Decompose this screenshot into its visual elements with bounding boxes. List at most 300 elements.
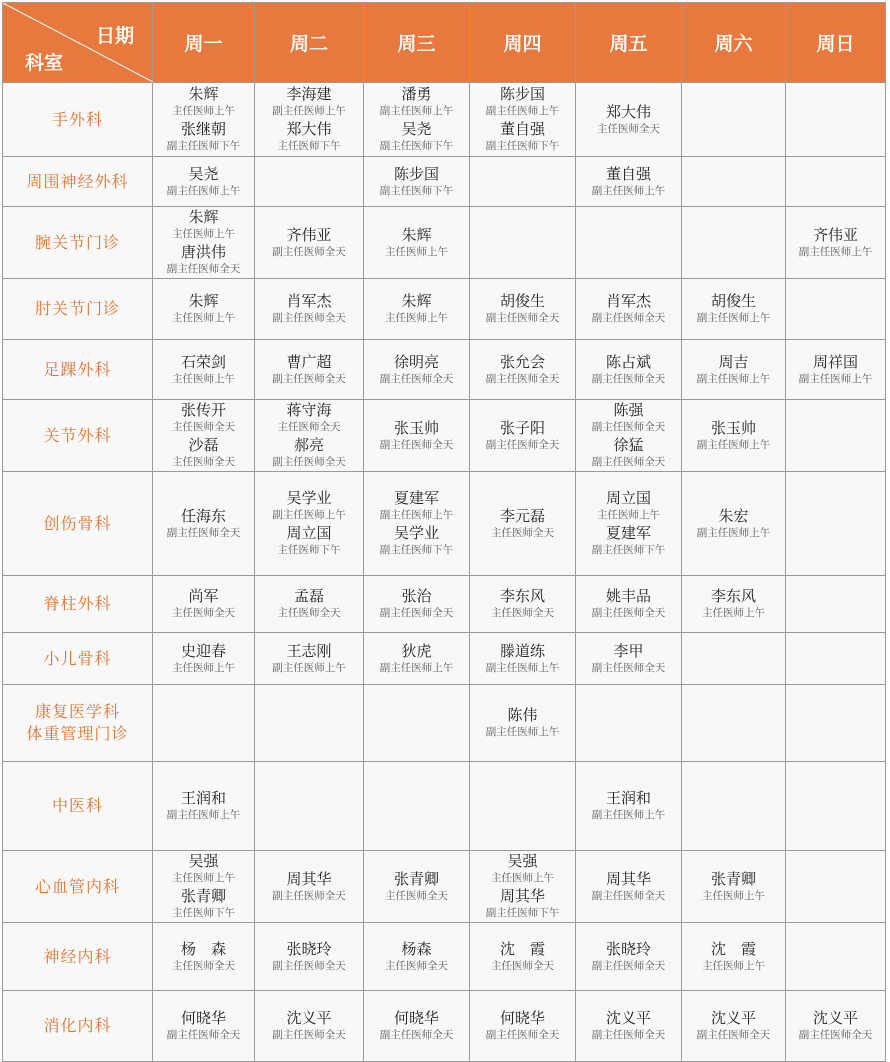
department-cell bbox=[3, 633, 153, 685]
doctor-title: 副主任医师上午 bbox=[696, 438, 771, 451]
doctor-entry bbox=[364, 642, 469, 676]
doctor-name: 曹广超 bbox=[286, 352, 332, 371]
schedule-cell bbox=[576, 991, 682, 1062]
doctor-title: 副主任医师上午 bbox=[696, 372, 771, 385]
doctor-name: 杨森 bbox=[401, 939, 432, 958]
doctor-entry bbox=[153, 507, 254, 541]
doctor-title: 副主任医师下午 bbox=[379, 184, 454, 197]
doctor-name: 夏建军 bbox=[393, 489, 439, 507]
schedule-cell bbox=[153, 762, 255, 851]
schedule-cell bbox=[153, 685, 255, 762]
doctor-title: 副主任医师下午 bbox=[379, 140, 454, 152]
department-cell bbox=[3, 685, 153, 762]
doctor-title: 副主任医师全天 bbox=[591, 312, 666, 324]
schedule-row bbox=[3, 685, 886, 762]
department-name: 神经内科 bbox=[43, 946, 112, 966]
schedule-cell bbox=[786, 576, 886, 633]
doctor-entry bbox=[153, 401, 254, 435]
schedule-row bbox=[3, 83, 886, 157]
doctor-title: 副主任医师下午 bbox=[591, 544, 666, 556]
doctor-entry bbox=[153, 1009, 254, 1043]
doctor-title: 主任医师全天 bbox=[385, 959, 448, 972]
doctor-title: 副主任医师全天 bbox=[591, 456, 666, 468]
doctor-title: 副主任医师全天 bbox=[591, 959, 666, 972]
schedule-cell bbox=[682, 207, 786, 279]
doctor-name: 李东风 bbox=[710, 587, 756, 605]
doctor-entry bbox=[364, 120, 469, 154]
schedule-cell bbox=[682, 851, 786, 923]
department-cell bbox=[3, 472, 153, 576]
department-cell bbox=[3, 400, 153, 472]
doctor-title: 副主任医师上午 bbox=[591, 184, 666, 197]
doctor-title: 副主任医师全天 bbox=[591, 372, 666, 385]
doctor-entry bbox=[470, 706, 575, 740]
schedule-cell bbox=[470, 472, 576, 576]
doctor-title: 主任医师全天 bbox=[491, 959, 554, 972]
schedule-cell bbox=[364, 400, 470, 472]
day-header-wed: 周三 bbox=[364, 3, 470, 83]
doctor-name: 何晓华 bbox=[499, 1009, 545, 1027]
doctor-entry bbox=[470, 852, 575, 886]
department-cell bbox=[3, 207, 153, 279]
doctor-entry bbox=[255, 85, 363, 119]
schedule-cell bbox=[255, 991, 364, 1062]
doctor-title: 主任医师上午 bbox=[385, 245, 448, 258]
doctor-entry bbox=[364, 165, 469, 199]
doctor-title: 副主任医师上午 bbox=[591, 809, 666, 821]
day-header-fri: 周五 bbox=[576, 3, 682, 83]
doctor-entry bbox=[682, 1009, 785, 1043]
doctor-name: 吴强 bbox=[507, 852, 538, 870]
schedule-cell bbox=[255, 633, 364, 685]
doctor-name: 吴尧 bbox=[188, 164, 219, 183]
doctor-name: 郑大伟 bbox=[286, 120, 332, 138]
doctor-entry bbox=[470, 292, 575, 326]
doctor-title: 主任医师全天 bbox=[172, 421, 235, 433]
doctor-entry bbox=[470, 642, 575, 676]
department-cell bbox=[3, 762, 153, 851]
doctor-title: 副主任医师上午 bbox=[485, 661, 560, 674]
doctor-name: 任海东 bbox=[180, 506, 226, 525]
schedule-cell bbox=[470, 685, 576, 762]
doctor-entry bbox=[153, 887, 254, 921]
doctor-entry bbox=[470, 507, 575, 541]
schedule-cell bbox=[786, 157, 886, 207]
doctor-entry bbox=[576, 292, 681, 326]
doctor-entry bbox=[576, 870, 681, 904]
day-header-mon: 周一 bbox=[153, 3, 255, 83]
doctor-name: 沈义平 bbox=[710, 1009, 756, 1027]
schedule-cell bbox=[470, 576, 576, 633]
doctor-title: 主任医师下午 bbox=[172, 907, 235, 919]
doctor-title: 副主任医师上午 bbox=[696, 312, 771, 324]
doctor-name: 郝亮 bbox=[293, 436, 324, 454]
doctor-title: 主任医师上午 bbox=[172, 312, 235, 324]
doctor-title: 副主任医师上午 bbox=[272, 661, 346, 674]
doctor-title: 副主任医师全天 bbox=[591, 421, 666, 433]
doctor-name: 周其华 bbox=[286, 869, 332, 888]
doctor-entry bbox=[576, 524, 681, 558]
schedule-cell bbox=[786, 340, 886, 400]
schedule-cell bbox=[786, 83, 886, 157]
schedule-cell bbox=[255, 83, 364, 157]
doctor-title: 副主任医师全天 bbox=[591, 889, 666, 902]
doctor-title: 副主任医师全天 bbox=[166, 1029, 241, 1041]
doctor-name: 郑大伟 bbox=[605, 102, 651, 121]
doctor-entry bbox=[576, 789, 681, 823]
doctor-name: 石荣剑 bbox=[180, 352, 226, 371]
doctor-entry bbox=[364, 489, 469, 523]
doctor-entry bbox=[470, 887, 575, 921]
doctor-title: 主任医师上午 bbox=[172, 105, 235, 117]
doctor-title: 主任医师上午 bbox=[172, 661, 235, 674]
doctor-name: 肖军杰 bbox=[286, 292, 332, 310]
schedule-cell bbox=[153, 633, 255, 685]
schedule-cell bbox=[153, 400, 255, 472]
doctor-name: 周其华 bbox=[605, 869, 651, 888]
doctor-name: 周立国 bbox=[605, 489, 651, 507]
doctor-name: 朱辉 bbox=[188, 208, 219, 226]
doctor-name: 徐明亮 bbox=[393, 352, 439, 371]
doctor-name: 杨 森 bbox=[180, 939, 226, 958]
doctor-name: 陈步国 bbox=[499, 85, 545, 103]
department-cell bbox=[3, 851, 153, 923]
schedule-cell bbox=[255, 576, 364, 633]
doctor-title: 副主任医师全天 bbox=[272, 372, 346, 385]
schedule-row bbox=[3, 400, 886, 472]
schedule-cell bbox=[576, 576, 682, 633]
doctor-name: 朱辉 bbox=[401, 292, 432, 310]
schedule-cell bbox=[364, 633, 470, 685]
doctor-name: 胡俊生 bbox=[710, 292, 756, 310]
schedule-cell bbox=[786, 851, 886, 923]
doctor-entry bbox=[682, 507, 785, 541]
doctor-entry bbox=[153, 353, 254, 387]
doctor-name: 张治 bbox=[401, 587, 432, 605]
schedule-cell bbox=[470, 207, 576, 279]
doctor-entry bbox=[470, 587, 575, 621]
schedule-cell bbox=[153, 83, 255, 157]
schedule-cell bbox=[255, 279, 364, 340]
schedule-cell bbox=[364, 207, 470, 279]
doctor-title: 主任医师下午 bbox=[277, 544, 341, 556]
doctor-name: 周立国 bbox=[286, 524, 332, 542]
doctor-title: 主任医师上午 bbox=[491, 872, 554, 884]
doctor-entry bbox=[153, 852, 254, 886]
doctor-name: 张晓玲 bbox=[286, 939, 332, 958]
doctor-name: 齐伟亚 bbox=[812, 225, 858, 244]
doctor-name: 潘勇 bbox=[401, 85, 432, 103]
doctor-entry bbox=[682, 292, 785, 326]
doctor-entry bbox=[255, 642, 363, 676]
doctor-title: 副主任医师上午 bbox=[379, 105, 454, 117]
schedule-cell bbox=[682, 633, 786, 685]
schedule-cell bbox=[255, 923, 364, 991]
schedule-cell bbox=[786, 923, 886, 991]
doctor-entry bbox=[153, 165, 254, 199]
doctor-name: 狄虎 bbox=[401, 641, 432, 660]
schedule-cell bbox=[682, 685, 786, 762]
schedule-cell bbox=[470, 157, 576, 207]
doctor-entry bbox=[364, 524, 469, 558]
doctor-title: 副主任医师下午 bbox=[379, 544, 454, 556]
schedule-cell bbox=[786, 400, 886, 472]
doctor-name: 张晓玲 bbox=[605, 939, 651, 958]
doctor-entry bbox=[153, 120, 254, 154]
doctor-entry bbox=[576, 642, 681, 676]
schedule-cell bbox=[576, 157, 682, 207]
schedule-cell bbox=[786, 472, 886, 576]
doctor-title: 主任医师全天 bbox=[277, 421, 341, 433]
doctor-title: 副主任医师上午 bbox=[166, 184, 241, 197]
corner-header bbox=[3, 3, 153, 83]
schedule-row bbox=[3, 207, 886, 279]
doctor-title: 副主任医师全天 bbox=[379, 372, 454, 385]
schedule-cell bbox=[470, 633, 576, 685]
doctor-title: 副主任医师上午 bbox=[798, 245, 873, 258]
department-name: 小儿骨科 bbox=[43, 648, 112, 668]
doctor-name: 吴尧 bbox=[401, 120, 432, 138]
doctor-name: 陈步国 bbox=[393, 164, 439, 183]
doctor-name: 王志刚 bbox=[286, 641, 332, 660]
department-name: 腕关节门诊 bbox=[34, 232, 120, 252]
schedule-cell bbox=[682, 991, 786, 1062]
schedule-cell bbox=[682, 400, 786, 472]
schedule-cell bbox=[255, 762, 364, 851]
doctor-name: 尚军 bbox=[188, 587, 219, 605]
schedule-cell bbox=[153, 923, 255, 991]
department-name: 关节外科 bbox=[43, 425, 112, 445]
schedule-wrapper bbox=[2, 2, 886, 1062]
doctor-title: 副主任医师全天 bbox=[272, 959, 346, 972]
doctor-title: 主任医师全天 bbox=[491, 607, 554, 619]
department-name: 创伤骨科 bbox=[43, 513, 112, 533]
doctor-title: 副主任医师全天 bbox=[272, 312, 346, 324]
doctor-entry bbox=[153, 292, 254, 326]
doctor-title: 主任医师全天 bbox=[172, 607, 235, 619]
doctor-title: 副主任医师全天 bbox=[166, 526, 241, 539]
schedule-cell bbox=[364, 991, 470, 1062]
doctor-title: 副主任医师全天 bbox=[272, 456, 346, 468]
schedule-row bbox=[3, 157, 886, 207]
doctor-name: 徐猛 bbox=[613, 436, 644, 454]
schedule-cell bbox=[786, 279, 886, 340]
doctor-entry bbox=[364, 870, 469, 904]
doctor-name: 周其华 bbox=[499, 887, 545, 905]
doctor-title: 主任医师下午 bbox=[277, 140, 341, 152]
department-cell bbox=[3, 991, 153, 1062]
schedule-cell bbox=[682, 279, 786, 340]
doctor-name: 陈伟 bbox=[507, 706, 538, 724]
schedule-row bbox=[3, 991, 886, 1062]
schedule-cell bbox=[364, 762, 470, 851]
doctor-name: 李元磊 bbox=[499, 506, 545, 525]
doctor-name: 张允会 bbox=[499, 352, 545, 371]
schedule-row bbox=[3, 279, 886, 340]
doctor-entry bbox=[364, 292, 469, 326]
doctor-entry bbox=[470, 940, 575, 974]
schedule-cell bbox=[255, 851, 364, 923]
doctor-entry bbox=[786, 353, 885, 387]
department-cell bbox=[3, 83, 153, 157]
day-header-sat: 周六 bbox=[682, 3, 786, 83]
doctor-name: 周祥国 bbox=[812, 352, 858, 371]
doctor-name: 李甲 bbox=[613, 641, 644, 660]
doctor-name: 姚丰品 bbox=[605, 587, 651, 605]
schedule-cell bbox=[470, 991, 576, 1062]
doctor-title: 主任医师上午 bbox=[702, 607, 765, 619]
doctor-title: 副主任医师下午 bbox=[485, 140, 560, 152]
schedule-row bbox=[3, 472, 886, 576]
schedule-cell bbox=[470, 340, 576, 400]
doctor-title: 副主任医师上午 bbox=[379, 661, 454, 674]
schedule-cell bbox=[682, 762, 786, 851]
doctor-entry bbox=[682, 587, 785, 621]
doctor-entry bbox=[364, 419, 469, 453]
doctor-entry bbox=[153, 587, 254, 621]
doctor-title: 主任医师全天 bbox=[172, 959, 235, 972]
schedule-cell bbox=[576, 340, 682, 400]
doctor-entry bbox=[364, 587, 469, 621]
doctor-entry bbox=[364, 353, 469, 387]
schedule-cell bbox=[576, 851, 682, 923]
schedule-row bbox=[3, 851, 886, 923]
doctor-name: 李海建 bbox=[286, 85, 332, 103]
schedule-cell bbox=[682, 83, 786, 157]
doctor-entry bbox=[255, 1009, 363, 1043]
doctor-entry bbox=[255, 401, 363, 435]
schedule-cell bbox=[364, 157, 470, 207]
schedule-cell bbox=[153, 472, 255, 576]
doctor-title: 副主任医师上午 bbox=[485, 726, 560, 738]
doctor-name: 唐洪伟 bbox=[180, 243, 226, 261]
schedule-cell bbox=[576, 400, 682, 472]
doctor-name: 何晓华 bbox=[180, 1009, 226, 1027]
doctor-title: 副主任医师上午 bbox=[272, 509, 346, 521]
department-name: 心血管内科 bbox=[34, 876, 120, 896]
doctor-name: 沈义平 bbox=[605, 1009, 651, 1027]
doctor-name: 史迎春 bbox=[180, 641, 226, 660]
doctor-entry bbox=[470, 1009, 575, 1043]
doctor-entry bbox=[255, 353, 363, 387]
doctor-title: 副主任医师下午 bbox=[166, 140, 241, 152]
doctor-entry bbox=[364, 85, 469, 119]
department-name: 肘关节门诊 bbox=[34, 299, 120, 318]
doctor-entry bbox=[153, 243, 254, 277]
doctor-title: 副主任医师上午 bbox=[379, 509, 454, 521]
doctor-entry bbox=[153, 436, 254, 470]
doctor-title: 主任医师全天 bbox=[597, 122, 660, 135]
schedule-cell bbox=[153, 157, 255, 207]
department-cell bbox=[3, 279, 153, 340]
department-name: 手外科 bbox=[51, 109, 103, 129]
doctor-name: 朱辉 bbox=[188, 292, 219, 310]
doctor-entry bbox=[255, 870, 363, 904]
schedule-cell bbox=[576, 207, 682, 279]
doctor-name: 吴学业 bbox=[393, 524, 439, 542]
schedule-cell bbox=[682, 157, 786, 207]
department-cell bbox=[3, 340, 153, 400]
schedule-cell bbox=[470, 762, 576, 851]
doctor-entry bbox=[255, 489, 363, 523]
doctor-entry bbox=[153, 85, 254, 119]
doctor-name: 何晓华 bbox=[393, 1009, 439, 1027]
schedule-cell bbox=[576, 633, 682, 685]
doctor-title: 副主任医师上午 bbox=[696, 526, 771, 539]
schedule-cell bbox=[255, 472, 364, 576]
doctor-entry bbox=[364, 226, 469, 260]
doctor-name: 朱辉 bbox=[188, 85, 219, 103]
doctor-name: 胡俊生 bbox=[499, 292, 545, 310]
doctor-title: 副主任医师全天 bbox=[272, 889, 346, 902]
schedule-row bbox=[3, 340, 886, 400]
doctor-title: 副主任医师全天 bbox=[166, 263, 241, 275]
doctor-title: 副主任医师全天 bbox=[485, 1029, 560, 1041]
doctor-entry bbox=[364, 1009, 469, 1043]
doctor-entry bbox=[576, 165, 681, 199]
schedule-cell bbox=[576, 83, 682, 157]
doctor-title: 副主任医师上午 bbox=[485, 105, 560, 117]
schedule-row bbox=[3, 923, 886, 991]
schedule-cell bbox=[786, 685, 886, 762]
doctor-title: 副主任医师下午 bbox=[485, 907, 560, 919]
doctor-name: 张玉帅 bbox=[393, 418, 439, 437]
schedule-row bbox=[3, 633, 886, 685]
doctor-name: 张青卿 bbox=[393, 869, 439, 888]
day-header-sun: 周日 bbox=[786, 3, 886, 83]
department-cell bbox=[3, 923, 153, 991]
doctor-entry bbox=[576, 1009, 681, 1043]
schedule-cell bbox=[786, 991, 886, 1062]
schedule-cell bbox=[153, 991, 255, 1062]
doctor-entry bbox=[576, 353, 681, 387]
doctor-entry bbox=[364, 940, 469, 974]
doctor-name: 夏建军 bbox=[605, 524, 651, 542]
schedule-cell bbox=[470, 83, 576, 157]
doctor-entry bbox=[255, 120, 363, 154]
schedule-row bbox=[3, 762, 886, 851]
doctor-name: 吴学业 bbox=[286, 489, 332, 507]
doctor-entry bbox=[255, 524, 363, 558]
doctor-title: 副主任医师上午 bbox=[798, 372, 873, 385]
schedule-cell bbox=[364, 685, 470, 762]
schedule-cell bbox=[153, 340, 255, 400]
corner-date-label: 日期 bbox=[95, 25, 134, 47]
doctor-name: 张子阳 bbox=[499, 418, 545, 437]
doctor-name: 张青卿 bbox=[710, 869, 756, 888]
schedule-cell bbox=[153, 851, 255, 923]
doctor-name: 朱宏 bbox=[718, 506, 749, 525]
schedule-cell bbox=[470, 923, 576, 991]
doctor-title: 副主任医师全天 bbox=[379, 607, 454, 619]
doctor-title: 副主任医师上午 bbox=[272, 105, 346, 117]
doctor-name: 齐伟亚 bbox=[286, 225, 332, 244]
doctor-name: 张传开 bbox=[180, 401, 226, 419]
department-cell bbox=[3, 576, 153, 633]
doctor-title: 主任医师上午 bbox=[172, 372, 235, 385]
schedule-cell bbox=[255, 340, 364, 400]
doctor-name: 李东风 bbox=[499, 587, 545, 605]
doctor-entry bbox=[576, 401, 681, 435]
schedule-cell bbox=[470, 400, 576, 472]
doctor-name: 张玉帅 bbox=[710, 418, 756, 437]
department-name: 足踝外科 bbox=[43, 359, 112, 379]
doctor-name: 王润和 bbox=[605, 789, 651, 807]
doctor-entry bbox=[153, 208, 254, 242]
schedule-cell bbox=[153, 279, 255, 340]
schedule-cell bbox=[153, 576, 255, 633]
doctor-title: 副主任医师全天 bbox=[591, 607, 666, 619]
